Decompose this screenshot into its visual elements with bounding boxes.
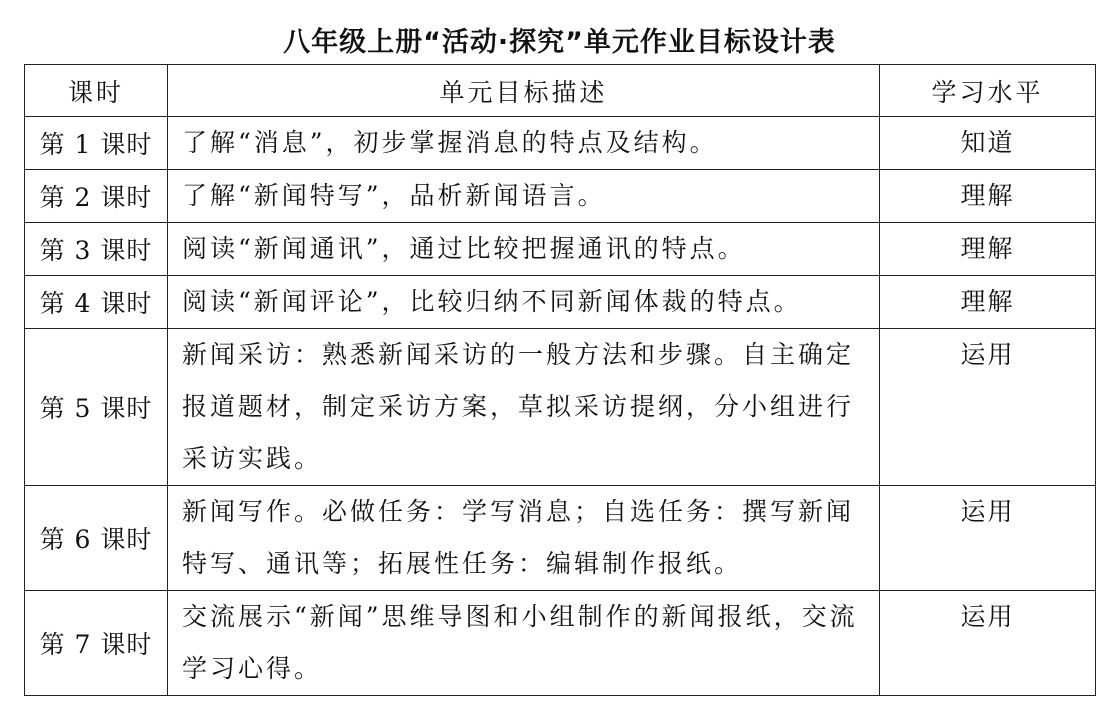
- description-cell: 了解“消息”，初步掌握消息的特点及结构。: [168, 117, 880, 170]
- level-cell: 运用: [880, 486, 1096, 591]
- period-cell: 第 4 课时: [25, 276, 168, 329]
- description-cell: 了解“新闻特写”，品析新闻语言。: [168, 170, 880, 223]
- header-period: 课时: [25, 65, 168, 117]
- table-row: [25, 329, 1096, 486]
- level-cell: 知道: [880, 117, 1096, 170]
- table-header-row: [25, 65, 1096, 117]
- level-cell: 理解: [880, 276, 1096, 329]
- level-cell: 理解: [880, 170, 1096, 223]
- period-cell: 第 5 课时: [25, 329, 168, 486]
- description-cell: 交流展示“新闻”思维导图和小组制作的新闻报纸，交流学习心得。: [168, 591, 880, 696]
- period-cell: 第 7 课时: [25, 591, 168, 696]
- table-row: [25, 117, 1096, 170]
- period-cell: 第 2 课时: [25, 170, 168, 223]
- table-row: [25, 223, 1096, 276]
- table-row: [25, 486, 1096, 591]
- level-cell: 运用: [880, 329, 1096, 486]
- table-row: [25, 591, 1096, 696]
- period-cell: 第 1 课时: [25, 117, 168, 170]
- description-cell: 新闻采访：熟悉新闻采访的一般方法和步骤。自主确定报道题材，制定采访方案，草拟采访提纲，分小组进行采访实践。: [168, 329, 880, 486]
- table-row: [25, 276, 1096, 329]
- unit-goal-table: [24, 64, 1096, 696]
- page-title: 八年级上册“活动·探究”单元作业目标设计表: [283, 27, 836, 58]
- header-level: 学习水平: [880, 65, 1096, 117]
- level-cell: 理解: [880, 223, 1096, 276]
- period-cell: 第 3 课时: [25, 223, 168, 276]
- description-cell: 新闻写作。必做任务：学写消息；自选任务：撰写新闻特写、通讯等；拓展性任务：编辑制作报纸。: [168, 486, 880, 591]
- description-cell: 阅读“新闻通讯”，通过比较把握通讯的特点。: [168, 223, 880, 276]
- description-cell: 阅读“新闻评论”，比较归纳不同新闻体裁的特点。: [168, 276, 880, 329]
- table-row: [25, 170, 1096, 223]
- header-description: 单元目标描述: [168, 65, 880, 117]
- period-cell: 第 6 课时: [25, 486, 168, 591]
- level-cell: 运用: [880, 591, 1096, 696]
